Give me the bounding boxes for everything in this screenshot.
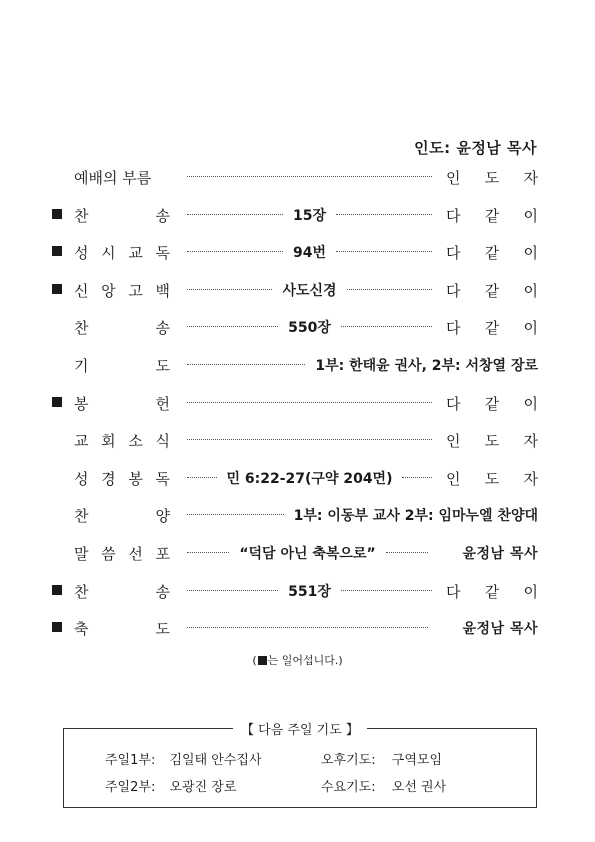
- dotted-leader: [187, 250, 283, 252]
- item-leader-char: 자: [523, 469, 538, 488]
- item-leader: 윤정남 목사: [462, 621, 538, 638]
- item-label-char: 성: [74, 244, 89, 263]
- item-label-char: 찬: [74, 319, 89, 338]
- order-row: [50, 579, 538, 605]
- item-label-char: 찬: [74, 206, 89, 225]
- note-suffix: 는 일어섭니다.): [267, 654, 343, 667]
- item-label-char: 씀: [101, 545, 116, 563]
- dotted-leader: [336, 250, 432, 252]
- item-detail: 1부: 한태윤 권사, 2부: 서창열 장로: [315, 358, 538, 374]
- item-label: [74, 430, 170, 451]
- item-detail: “덕담 아닌 축복으로”: [239, 546, 376, 562]
- prayer-item-3: [105, 776, 236, 795]
- order-row: [50, 466, 538, 492]
- item-leader-char: 이: [523, 582, 538, 601]
- prayer-value: 오광진 장로: [169, 780, 237, 795]
- item-leader-char: 같: [484, 281, 500, 300]
- prayer-value: 김일태 안수집사: [169, 753, 262, 768]
- item-leader-char: 인: [446, 469, 461, 488]
- item-label-char: 고: [128, 281, 143, 300]
- dotted-leader: [187, 325, 278, 327]
- item-leader-char: 도: [484, 169, 500, 187]
- item-label: [74, 355, 170, 376]
- dotted-leader: [187, 363, 305, 365]
- dotted-leader: [187, 213, 283, 215]
- item-label: [74, 205, 170, 226]
- item-label-char: 교: [74, 432, 89, 451]
- item-detail: 민 6:22-27(구약 204면): [226, 470, 393, 487]
- dotted-leader: [336, 213, 432, 215]
- item-label: [74, 242, 170, 263]
- prayer-label: 오후기도:: [321, 753, 376, 768]
- item-label: [74, 317, 170, 338]
- bullet-square-icon: [52, 397, 62, 407]
- prayer-item-1: [105, 749, 262, 768]
- item-label: [74, 543, 170, 564]
- item-label: [74, 618, 170, 639]
- order-row: [50, 503, 538, 529]
- item-label-char: 찬: [74, 507, 89, 526]
- item-leader-char: 다: [446, 206, 461, 225]
- dotted-leader: [187, 476, 217, 478]
- item-leader-char: 다: [446, 244, 461, 263]
- order-row: [50, 203, 538, 229]
- item-leader: [446, 242, 538, 263]
- item-label-char: 봉: [128, 469, 143, 488]
- dotted-leader: [187, 626, 428, 628]
- dotted-leader: [347, 288, 432, 290]
- item-leader-char: 다: [446, 582, 461, 601]
- item-label: [74, 468, 170, 489]
- item-leader: [446, 205, 538, 226]
- item-label-char: 신: [74, 281, 89, 300]
- item-leader-char: 같: [484, 206, 500, 225]
- order-row: [50, 541, 538, 567]
- item-leader-char: 같: [484, 244, 500, 263]
- dotted-leader: [187, 401, 432, 403]
- item-label-char: 기: [74, 357, 89, 375]
- bullet-square-icon: [52, 622, 62, 632]
- order-row: [50, 315, 538, 341]
- dotted-leader: [402, 476, 432, 478]
- item-leader-char: 인: [446, 169, 461, 187]
- item-leader-char: 다: [446, 281, 461, 300]
- item-leader: [446, 317, 538, 338]
- item-detail: 551장: [288, 583, 331, 600]
- item-label: [74, 280, 170, 301]
- item-leader-char: 이: [523, 206, 538, 225]
- item-leader-char: 도: [484, 469, 500, 488]
- item-detail: 1부: 이동부 교사 2부: 임마누엘 찬양대: [293, 508, 538, 525]
- item-leader-char: 도: [484, 432, 500, 451]
- item-label-char: 선: [128, 545, 143, 563]
- item-leader-char: 이: [523, 244, 538, 263]
- item-leader-char: 이: [523, 281, 538, 300]
- item-leader: [446, 393, 538, 414]
- prayer-label: 주일1부:: [105, 753, 156, 768]
- bullet-square-icon: [258, 656, 267, 665]
- item-label: [74, 505, 170, 526]
- item-leader: [446, 167, 538, 188]
- item-leader-char: 인: [446, 432, 461, 451]
- item-label-char: 포: [155, 545, 170, 563]
- item-label-char: 교: [128, 244, 143, 263]
- standing-note: [0, 652, 595, 668]
- item-label-char: 송: [155, 319, 170, 338]
- item-label-char: 양: [155, 507, 170, 526]
- order-row: [50, 240, 538, 266]
- item-leader-char: 자: [523, 169, 538, 187]
- prayer-value: 구역모임: [391, 753, 442, 768]
- item-leader-char: 다: [446, 394, 461, 413]
- dotted-leader: [187, 288, 272, 290]
- item-leader-char: 이: [523, 394, 538, 413]
- order-row: [50, 353, 538, 379]
- order-row: [50, 278, 538, 304]
- item-leader: [446, 468, 538, 489]
- item-label-char: 소: [128, 432, 143, 451]
- item-leader-char: 같: [484, 394, 500, 413]
- item-label-char: 백: [155, 281, 170, 300]
- order-row: [50, 616, 538, 642]
- dotted-leader: [341, 325, 432, 327]
- item-label-char: 식: [155, 432, 170, 451]
- item-detail: 94번: [292, 245, 326, 262]
- bullet-square-icon: [52, 209, 62, 219]
- dotted-leader: [187, 513, 284, 515]
- item-detail: 사도신경: [282, 282, 337, 299]
- item-label-char: 찬: [74, 582, 89, 601]
- prayer-item-2: [321, 749, 442, 768]
- item-leader: [446, 280, 538, 301]
- item-label-char: 독: [155, 469, 170, 488]
- bullet-square-icon: [52, 585, 62, 595]
- item-label-char: 축: [74, 620, 89, 639]
- item-label-char: 예배의 부름: [74, 169, 152, 187]
- dotted-leader: [187, 551, 229, 553]
- item-label-char: 도: [155, 357, 170, 375]
- item-leader: [446, 581, 538, 602]
- dotted-leader: [386, 551, 428, 553]
- item-label-char: 앙: [101, 281, 116, 300]
- item-label: [74, 393, 170, 414]
- item-label-char: 송: [155, 582, 170, 601]
- order-row: [50, 165, 538, 191]
- item-leader-char: 자: [523, 432, 538, 451]
- item-label-char: 경: [101, 469, 116, 488]
- item-label-char: 송: [155, 206, 170, 225]
- item-leader-char: 같: [484, 319, 500, 338]
- item-label: [74, 581, 170, 602]
- dotted-leader: [187, 175, 432, 177]
- prayer-label: 수요기도:: [321, 780, 376, 795]
- item-label-char: 도: [155, 620, 170, 639]
- order-row: [50, 391, 538, 417]
- note-prefix: (: [252, 654, 257, 667]
- item-label-char: 시: [101, 244, 116, 263]
- bullet-square-icon: [52, 246, 62, 256]
- item-label-char: 독: [155, 244, 170, 263]
- item-label-char: 헌: [155, 394, 170, 413]
- prayer-label: 주일2부:: [105, 780, 156, 795]
- item-label-char: 봉: [74, 394, 89, 413]
- dotted-leader: [187, 438, 432, 440]
- item-label-char: 회: [101, 432, 116, 451]
- dotted-leader: [341, 589, 432, 591]
- item-leader: [446, 430, 538, 451]
- item-label: [74, 167, 170, 188]
- item-label-char: 성: [74, 469, 89, 488]
- item-leader-char: 이: [523, 319, 538, 338]
- item-label-char: 말: [74, 545, 89, 563]
- item-detail: 550장: [288, 320, 331, 337]
- leader-heading: 인도: 윤정남 목사: [414, 139, 537, 157]
- prayer-item-4: [321, 776, 446, 795]
- next-week-title: 【 다음 주일 기도 】: [233, 723, 367, 738]
- dotted-leader: [187, 589, 278, 591]
- item-leader-char: 다: [446, 319, 461, 338]
- next-week-prayer-box: [63, 723, 537, 808]
- order-row: [50, 428, 538, 454]
- item-detail: 15장: [292, 207, 326, 224]
- bullet-square-icon: [52, 284, 62, 294]
- item-leader-char: 같: [484, 582, 500, 601]
- item-leader: 윤정남 목사: [462, 546, 538, 562]
- prayer-value: 오선 권사: [391, 780, 447, 795]
